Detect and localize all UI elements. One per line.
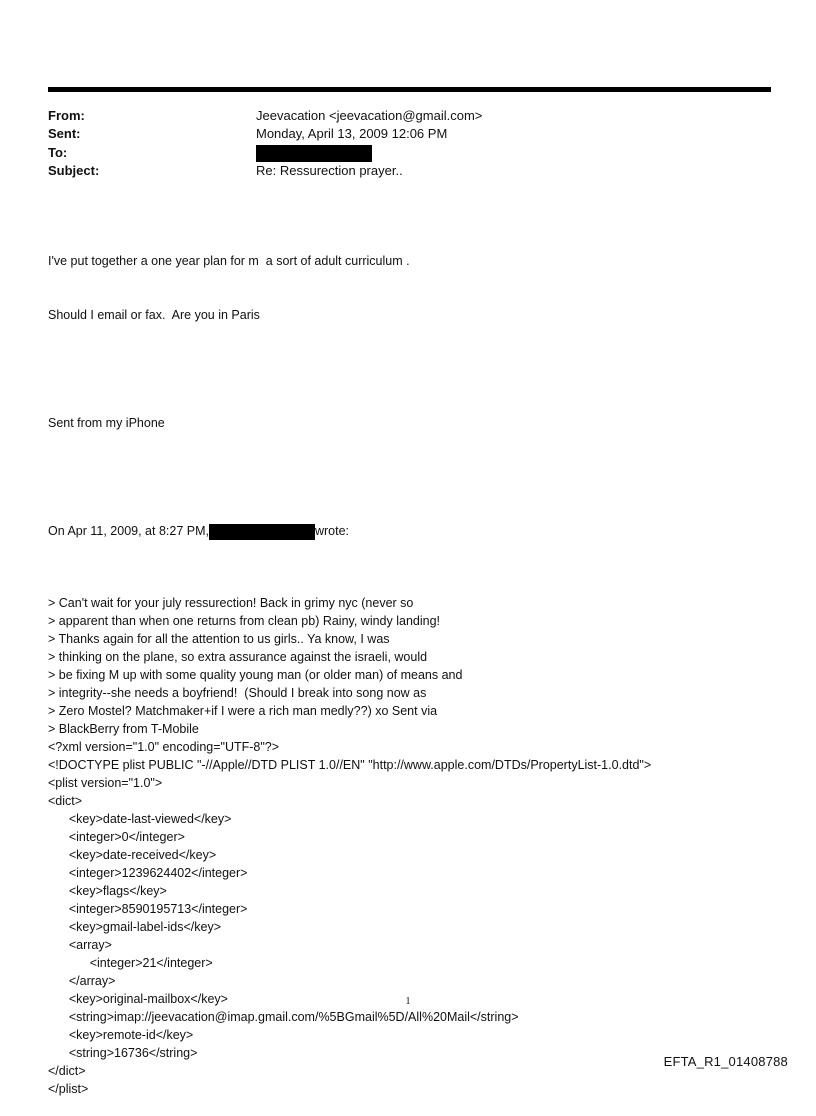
quoted-line: > integrity--she needs a boyfriend! (Should I break into song now as bbox=[48, 686, 427, 700]
subject-value: Re: Ressurection prayer.. bbox=[256, 163, 403, 178]
quoted-line: <!DOCTYPE plist PUBLIC "-//Apple//DTD PLIST 1.0//EN" "http://www.apple.com/DTDs/PropertyList-1.0.dtd"> bbox=[48, 758, 652, 772]
quoted-line: <key>date-received</key> bbox=[48, 848, 217, 862]
quoted-line: <plist version="1.0"> bbox=[48, 776, 163, 790]
subject-label: Subject: bbox=[48, 163, 100, 178]
body-line bbox=[48, 468, 768, 486]
document-id: EFTA_R1_01408788 bbox=[663, 1054, 788, 1069]
redaction-block bbox=[256, 145, 372, 162]
body-line: Should I email or fax. Are you in Paris bbox=[48, 308, 260, 322]
to-label: To: bbox=[48, 145, 68, 160]
quoted-line bbox=[48, 576, 768, 594]
quoted-line: <array> bbox=[48, 938, 112, 952]
from-value: Jeevacation <jeevacation@gmail.com> bbox=[256, 108, 483, 123]
redaction-block bbox=[209, 524, 315, 540]
header-rule bbox=[48, 87, 771, 92]
quoted-line: > Zero Mostel? Matchmaker+if I were a rich man medly??) xo Sent via bbox=[48, 704, 438, 718]
quote-intro-before: On Apr 11, 2009, at 8:27 PM, bbox=[48, 524, 209, 538]
quoted-line: <integer>8590195713</integer> bbox=[48, 902, 248, 916]
quoted-line: <string>16736</string> bbox=[48, 1046, 198, 1060]
quoted-line: </dict> bbox=[48, 1064, 86, 1078]
quoted-line: > be fixing M up with some quality young man (or older man) of means and bbox=[48, 668, 463, 682]
quote-intro bbox=[48, 522, 768, 540]
sent-value: Monday, April 13, 2009 12:06 PM bbox=[256, 126, 448, 141]
quoted-line: <key>date-last-viewed</key> bbox=[48, 812, 232, 826]
quoted-line: <string>imap://jeevacation@imap.gmail.com/%5BGmail%5D/All%20Mail</string> bbox=[48, 1010, 519, 1024]
body-line: Sent from my iPhone bbox=[48, 416, 165, 430]
quoted-line: <integer>0</integer> bbox=[48, 830, 185, 844]
quoted-line: > thinking on the plane, so extra assurance against the israeli, would bbox=[48, 650, 428, 664]
page-number: 1 bbox=[405, 996, 411, 1007]
quoted-line: </array> bbox=[48, 974, 116, 988]
quoted-line: > Can't wait for your july ressurection! Back in grimy nyc (never so bbox=[48, 596, 414, 610]
quoted-line: <key>gmail-label-ids</key> bbox=[48, 920, 222, 934]
quoted-line: <dict> bbox=[48, 794, 83, 808]
from-label: From: bbox=[48, 108, 85, 123]
quote-intro-after: wrote: bbox=[314, 524, 350, 538]
body-line bbox=[48, 360, 768, 378]
quoted-line: > Thanks again for all the attention to us girls.. Ya know, I was bbox=[48, 632, 390, 646]
body-line: I've put together a one year plan for m a sort of adult curriculum . bbox=[48, 254, 410, 268]
quoted-line: <?xml version="1.0" encoding="UTF-8"?> bbox=[48, 740, 280, 754]
quoted-line: <key>original-mailbox</key> bbox=[48, 992, 228, 1006]
quoted-line: > apparent than when one returns from clean pb) Rainy, windy landing! bbox=[48, 614, 441, 628]
sent-label: Sent: bbox=[48, 126, 81, 141]
quoted-line: <key>flags</key> bbox=[48, 884, 167, 898]
quoted-line: <integer>21</integer> bbox=[48, 956, 213, 970]
quoted-line: </plist> bbox=[48, 1082, 89, 1096]
quoted-line: <integer>1239624402</integer> bbox=[48, 866, 248, 880]
quoted-line: > BlackBerry from T-Mobile bbox=[48, 722, 199, 736]
quoted-block bbox=[48, 576, 768, 1098]
quoted-line: <key>remote-id</key> bbox=[48, 1028, 194, 1042]
to-value bbox=[256, 144, 372, 162]
email-body bbox=[48, 216, 768, 1116]
